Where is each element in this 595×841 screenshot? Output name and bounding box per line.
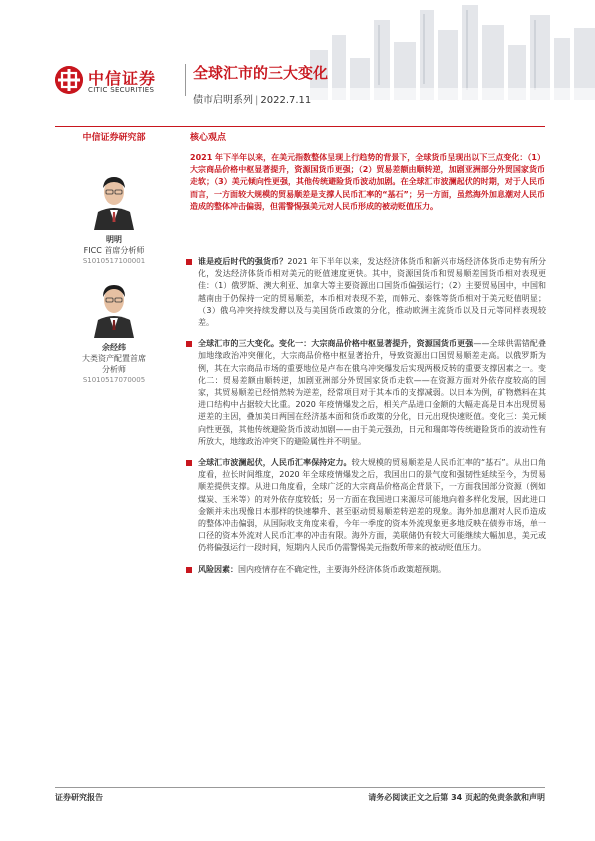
- analyst-role: FICC 首席分析师: [83, 246, 145, 255]
- key-point-lead: 全球汇市波澜起伏，人民币汇率保持定力。: [198, 458, 352, 468]
- report-title: 全球汇市的三大变化: [193, 64, 329, 82]
- key-point-text: 2021 年下半年以来，发达经济体货币和新兴市场经济体货币走势有所分化，发达经济体货币相对美元的贬值速度更快。其中，资源国货币和贸易顺差国货币相对表现更佳：（1）俄罗斯、澳大利亚、加拿大等主要资源出口国货币偏强运行；（2）主要贸易国中，中国和越南由于仍保持一定的贸易顺差，本币相对表现不差，而韩元、泰铢等货币相对于美元贬值明显；（3）俄乌冲突持续发酵以及与美国货币政策的分化，推动欧洲主流货币以及日元等同样表现较差。: [198, 257, 546, 328]
- key-point: [186, 338, 546, 448]
- logo-text-en: CITIC SECURITIES: [88, 86, 155, 94]
- report-date: 2022.7.11: [260, 95, 312, 106]
- key-point-text: 国内疫情存在不确定性，主要海外经济体货币政策超预期。: [238, 564, 446, 574]
- key-point-text: 较大规模的贸易顺差是人民币汇率的“基石”。从出口角度看，拉长时间维度，2020 年全球疫情爆发之后，我国出口的景气度和强韧性延续至今，为贸易顺差提供支撑。从进口角度看，全球广泛的大宗商品价格高企背景下，一方面我国部分资源（例如煤炭、玉米等）的对外依存度较低；另一方面在我国进口来源尽可能地向着多样化发展，因此进口金额并未出现像日本那样的快速攀升、甚至驱动贸易顺差转逆差的现象。海外加息潮对人民币造成的整体冲击偏弱，从国际收支角度来看，今年一季度的资本外流现象更多地反映在债券市场，单一口径的资本外流对人民币汇率的冲击有限。海外方面，美联储仍有较大可能继续大幅加息，美元或仍将偏强运行一段时间，短期内人民币仍需警惕美元指数所带来的被动贬值压力。: [198, 458, 546, 553]
- footer-report-type: 证券研究报告: [55, 793, 103, 802]
- core-summary: 2021 年下半年以来，在美元指数整体呈现上行趋势的背景下，全球货币呈现出以下三点变化：（1）大宗商品价格中枢显著提升，资源国货币更强；（2）贸易差额由顺转逆，加剧亚洲部分外贸国家货币走软；（3）美元倾向性更强，其他传统避险货币波动加剧。在全球汇市波澜起伏的时期，对于人民币而言，一方面较大规模的贸易顺差是支撑人民币汇率的“基石”；另一方面，虽然海外加息潮对人民币造成的整体冲击偏弱，但需警惕强美元对人民币形成的被动贬值压力。: [190, 153, 545, 211]
- bullet-square-icon: [186, 567, 192, 573]
- bullet-square-icon: [186, 460, 192, 466]
- key-point: [186, 564, 546, 576]
- citic-emblem-icon: [55, 66, 83, 94]
- key-point-lead: 谁是疫后时代的强货币？: [198, 257, 288, 266]
- analyst-role-cont: 分析师: [102, 365, 126, 374]
- report-meta: 债市启明系列 | 2022.7.11: [193, 95, 312, 106]
- analyst-role: 大类资产配置首席: [82, 354, 146, 363]
- analyst-card: [60, 276, 168, 386]
- logo-text-cn: 中信证券: [88, 69, 157, 88]
- footer-rule: [55, 787, 545, 788]
- column-heading-rule: [55, 126, 545, 127]
- research-dept-heading: 中信证券研究部: [82, 133, 146, 143]
- analyst-id: S1010517070005: [82, 376, 146, 384]
- analyst-name: 明明: [106, 235, 122, 244]
- key-point: [186, 457, 546, 555]
- citic-logo: [55, 66, 183, 96]
- analyst-id: S1010517100001: [82, 257, 146, 265]
- bullet-square-icon: [186, 259, 192, 265]
- report-header: [0, 0, 595, 115]
- analyst-photo: [90, 168, 138, 230]
- key-point-lead: 风险因素：: [198, 564, 238, 574]
- core-views-heading: 核心观点: [190, 133, 227, 143]
- key-point-lead: 全球汇市的三大变化。变化一：大宗商品价格中枢显著提升，资源国货币更强: [198, 339, 474, 349]
- analyst-name: 余经纬: [102, 343, 126, 352]
- bullet-square-icon: [186, 341, 192, 347]
- key-point-text: ——全球供需错配叠加地缘政治冲突催化，大宗商品价格中枢显著抬升，导致资源出口国贸易顺差走高。以俄罗斯为例，其在大宗商品市场的重要地位是卢布在俄乌冲突爆发后实现两极反转的重要支撑因素之一。变化二：贸易差额由顺转逆，加剧亚洲部分外贸国家货币走软——在资源方面对外依存度较高的国家，其贸易顺差已经悄然转为逆差，经常项目对于其本币的支撑减弱。以日本为例，矿物燃料在其进口结构中占据较大比重。2020 年疫情爆发之后，相关产品进口金额的大幅走高是日本出现贸易逆差的主因，叠加美日两国在经济基本面和货币政策的分化，日元出现快速贬值。变化三：美元倾向性更强，其他传统避险货币波动加剧——由于美元强劲，日元和瑞郎等传统避险货币的波动性有所放大，地缘政治冲突下的避险属性并不明显。: [198, 339, 547, 446]
- key-points-list: [186, 256, 546, 585]
- title-divider: [185, 64, 186, 96]
- analyst-photo: [90, 276, 138, 338]
- report-series: 债市启明系列: [193, 95, 253, 106]
- key-point: [186, 256, 546, 329]
- analyst-card: [60, 168, 168, 267]
- footer-disclaimer: 请务必阅读正文之后第 34 页起的免责条款和声明: [368, 793, 545, 802]
- city-skyline-decoration: [300, 0, 595, 100]
